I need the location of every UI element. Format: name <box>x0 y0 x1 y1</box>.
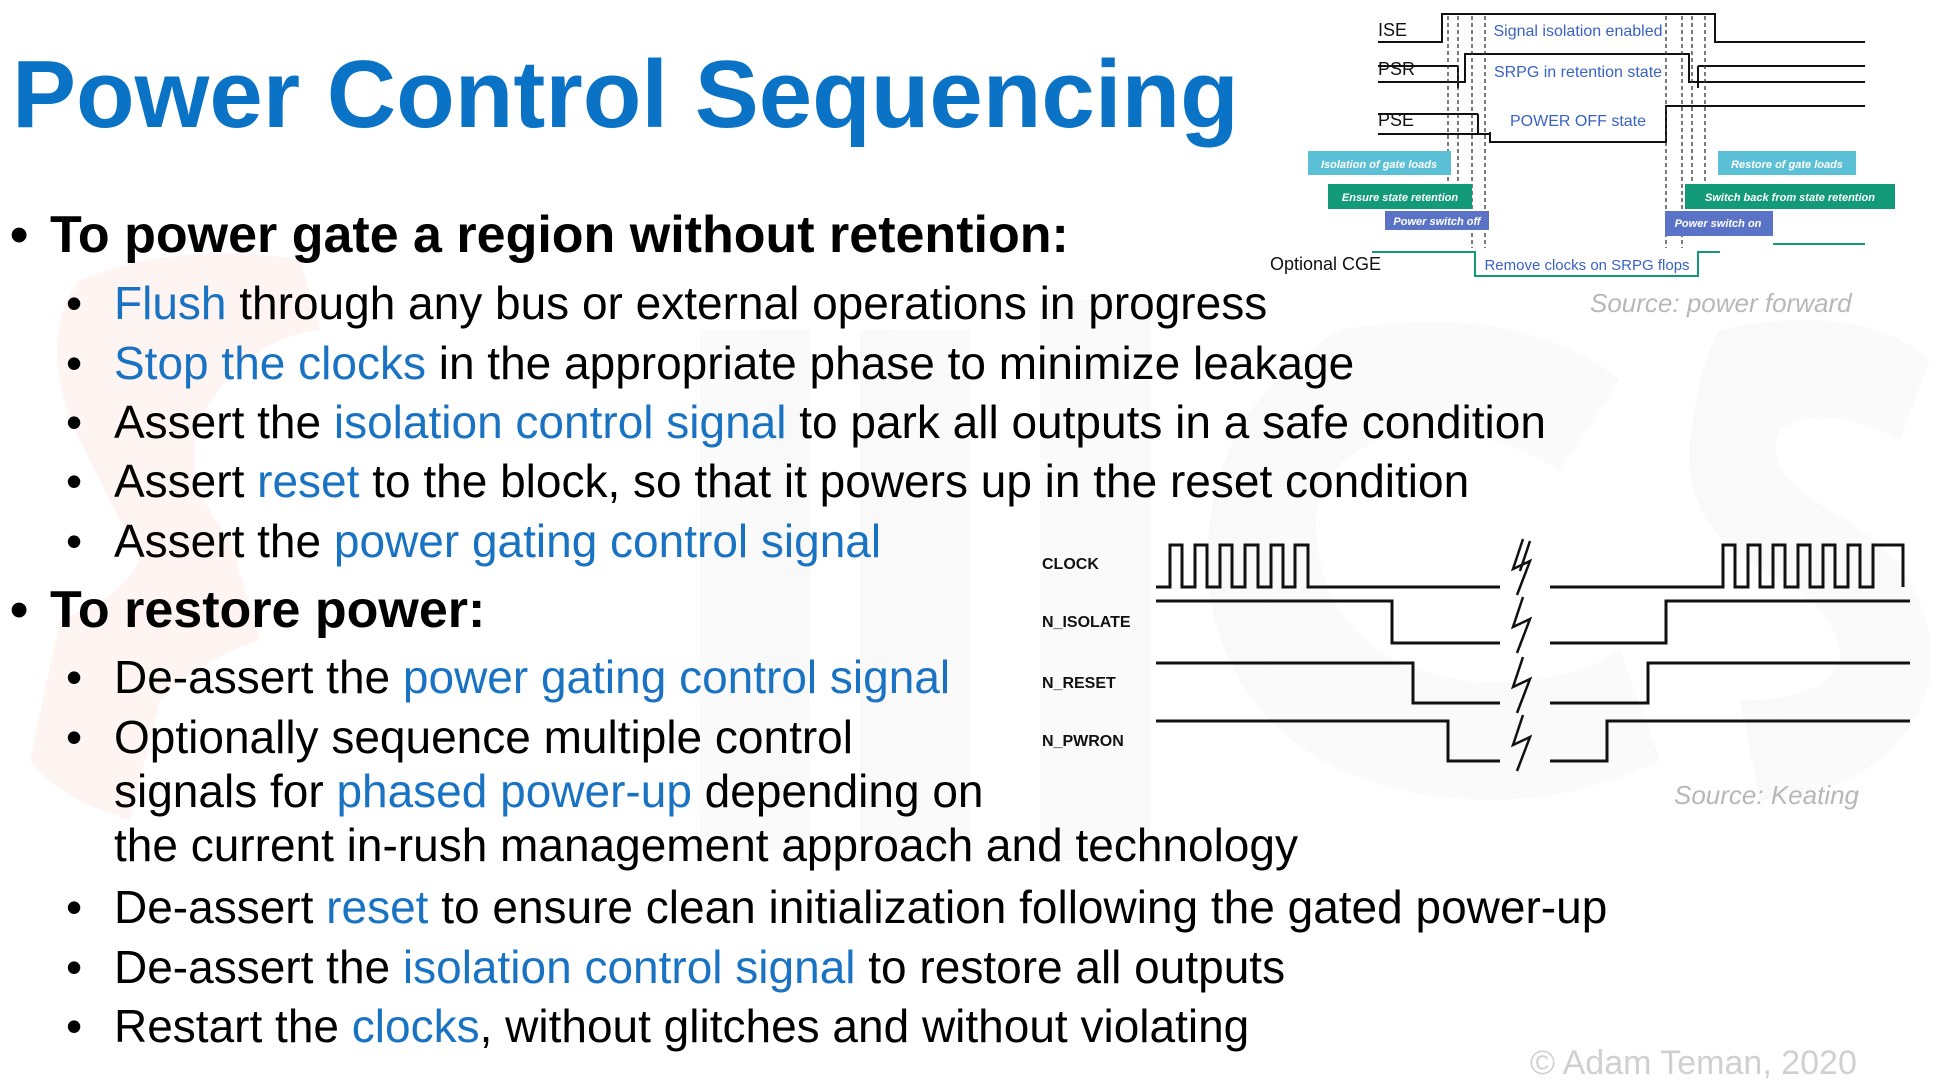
footer-copyright: © Adam Teman, 2020 <box>1530 1044 1857 1082</box>
break-mark-pwron <box>1513 715 1530 771</box>
bullet-deassert-reset: • De-assert reset to ensure clean initialization following the gated power-up <box>66 881 1608 933</box>
section-heading-restore-power: • To restore power: <box>10 581 486 639</box>
box-isolation-of-gate-loads: Isolation of gate loads <box>1320 159 1438 171</box>
box-power-switch-on: Power switch on <box>1674 218 1762 230</box>
n-isolate-waveform <box>1156 601 1500 643</box>
signal-label-ise: ISE <box>1378 20 1408 40</box>
signal-label-n-pwron: N_PWRON <box>1042 733 1124 750</box>
signal-label-cge: Optional CGE <box>1270 254 1382 274</box>
bullet-phased-powerup: • Optionally sequence multiple control <box>66 711 853 763</box>
source-keating: Source: Keating <box>1674 780 1860 810</box>
bullet-phased-powerup-line3: the current in-rush management approach and technology <box>114 819 1298 871</box>
state-label-retention: SRPG in retention state <box>1493 64 1663 81</box>
bullet-assert-reset: • Assert reset to the block, so that it powers up in the reset condition <box>66 455 1470 507</box>
cge-text: Remove clocks on SRPG flops <box>1484 257 1690 274</box>
bullet-deassert-power-gating: • De-assert the power gating control signal <box>66 651 951 703</box>
box-power-switch-off: Power switch off <box>1393 216 1481 228</box>
n-pwron-waveform <box>1156 721 1500 761</box>
power-forward-timing-diagram <box>1270 8 1940 308</box>
state-label-power-off: POWER OFF state <box>1509 113 1647 130</box>
box-ensure-state-retention: Ensure state retention <box>1341 192 1459 204</box>
bullet-stop-clocks: • Stop the clocks in the appropriate phase to minimize leakage <box>66 337 1355 389</box>
signal-label-pse: PSE <box>1378 110 1415 130</box>
keating-timing-diagram <box>1030 525 1942 815</box>
signal-label-n-reset: N_RESET <box>1042 675 1116 692</box>
bullet-assert-power-gating: • Assert the power gating control signal <box>66 515 882 567</box>
state-label-isolation: Signal isolation enabled <box>1493 23 1663 40</box>
section-heading-power-gate: • To power gate a region without retention: <box>10 206 1069 264</box>
bullet-flush: • Flush through any bus or external operations in progress <box>66 277 1268 329</box>
signal-label-clock: CLOCK <box>1042 556 1099 573</box>
box-switch-back-retention: Switch back from state retention <box>1705 192 1875 204</box>
box-restore-of-gate-loads: Restore of gate loads <box>1731 159 1843 171</box>
signal-label-psr: PSR <box>1378 59 1416 79</box>
bullet-restart-clocks: • Restart the clocks, without glitches and without violating <box>66 1000 1250 1052</box>
page-title: Power Control Sequencing <box>12 41 1239 148</box>
clock-waveform <box>1156 545 1500 587</box>
n-reset-waveform <box>1156 663 1500 703</box>
bullet-assert-isolation: • Assert the isolation control signal to park all outputs in a safe condition <box>66 396 1546 448</box>
signal-label-n-isolate: N_ISOLATE <box>1042 614 1131 631</box>
bullet-deassert-isolation: • De-assert the isolation control signal to restore all outputs <box>66 941 1286 993</box>
bullet-phased-powerup-line2: signals for phased power-up depending on <box>114 765 984 817</box>
source-power-forward: Source: power forward <box>1590 288 1852 318</box>
break-mark-isolate <box>1513 597 1530 653</box>
break-mark-reset <box>1513 657 1530 713</box>
